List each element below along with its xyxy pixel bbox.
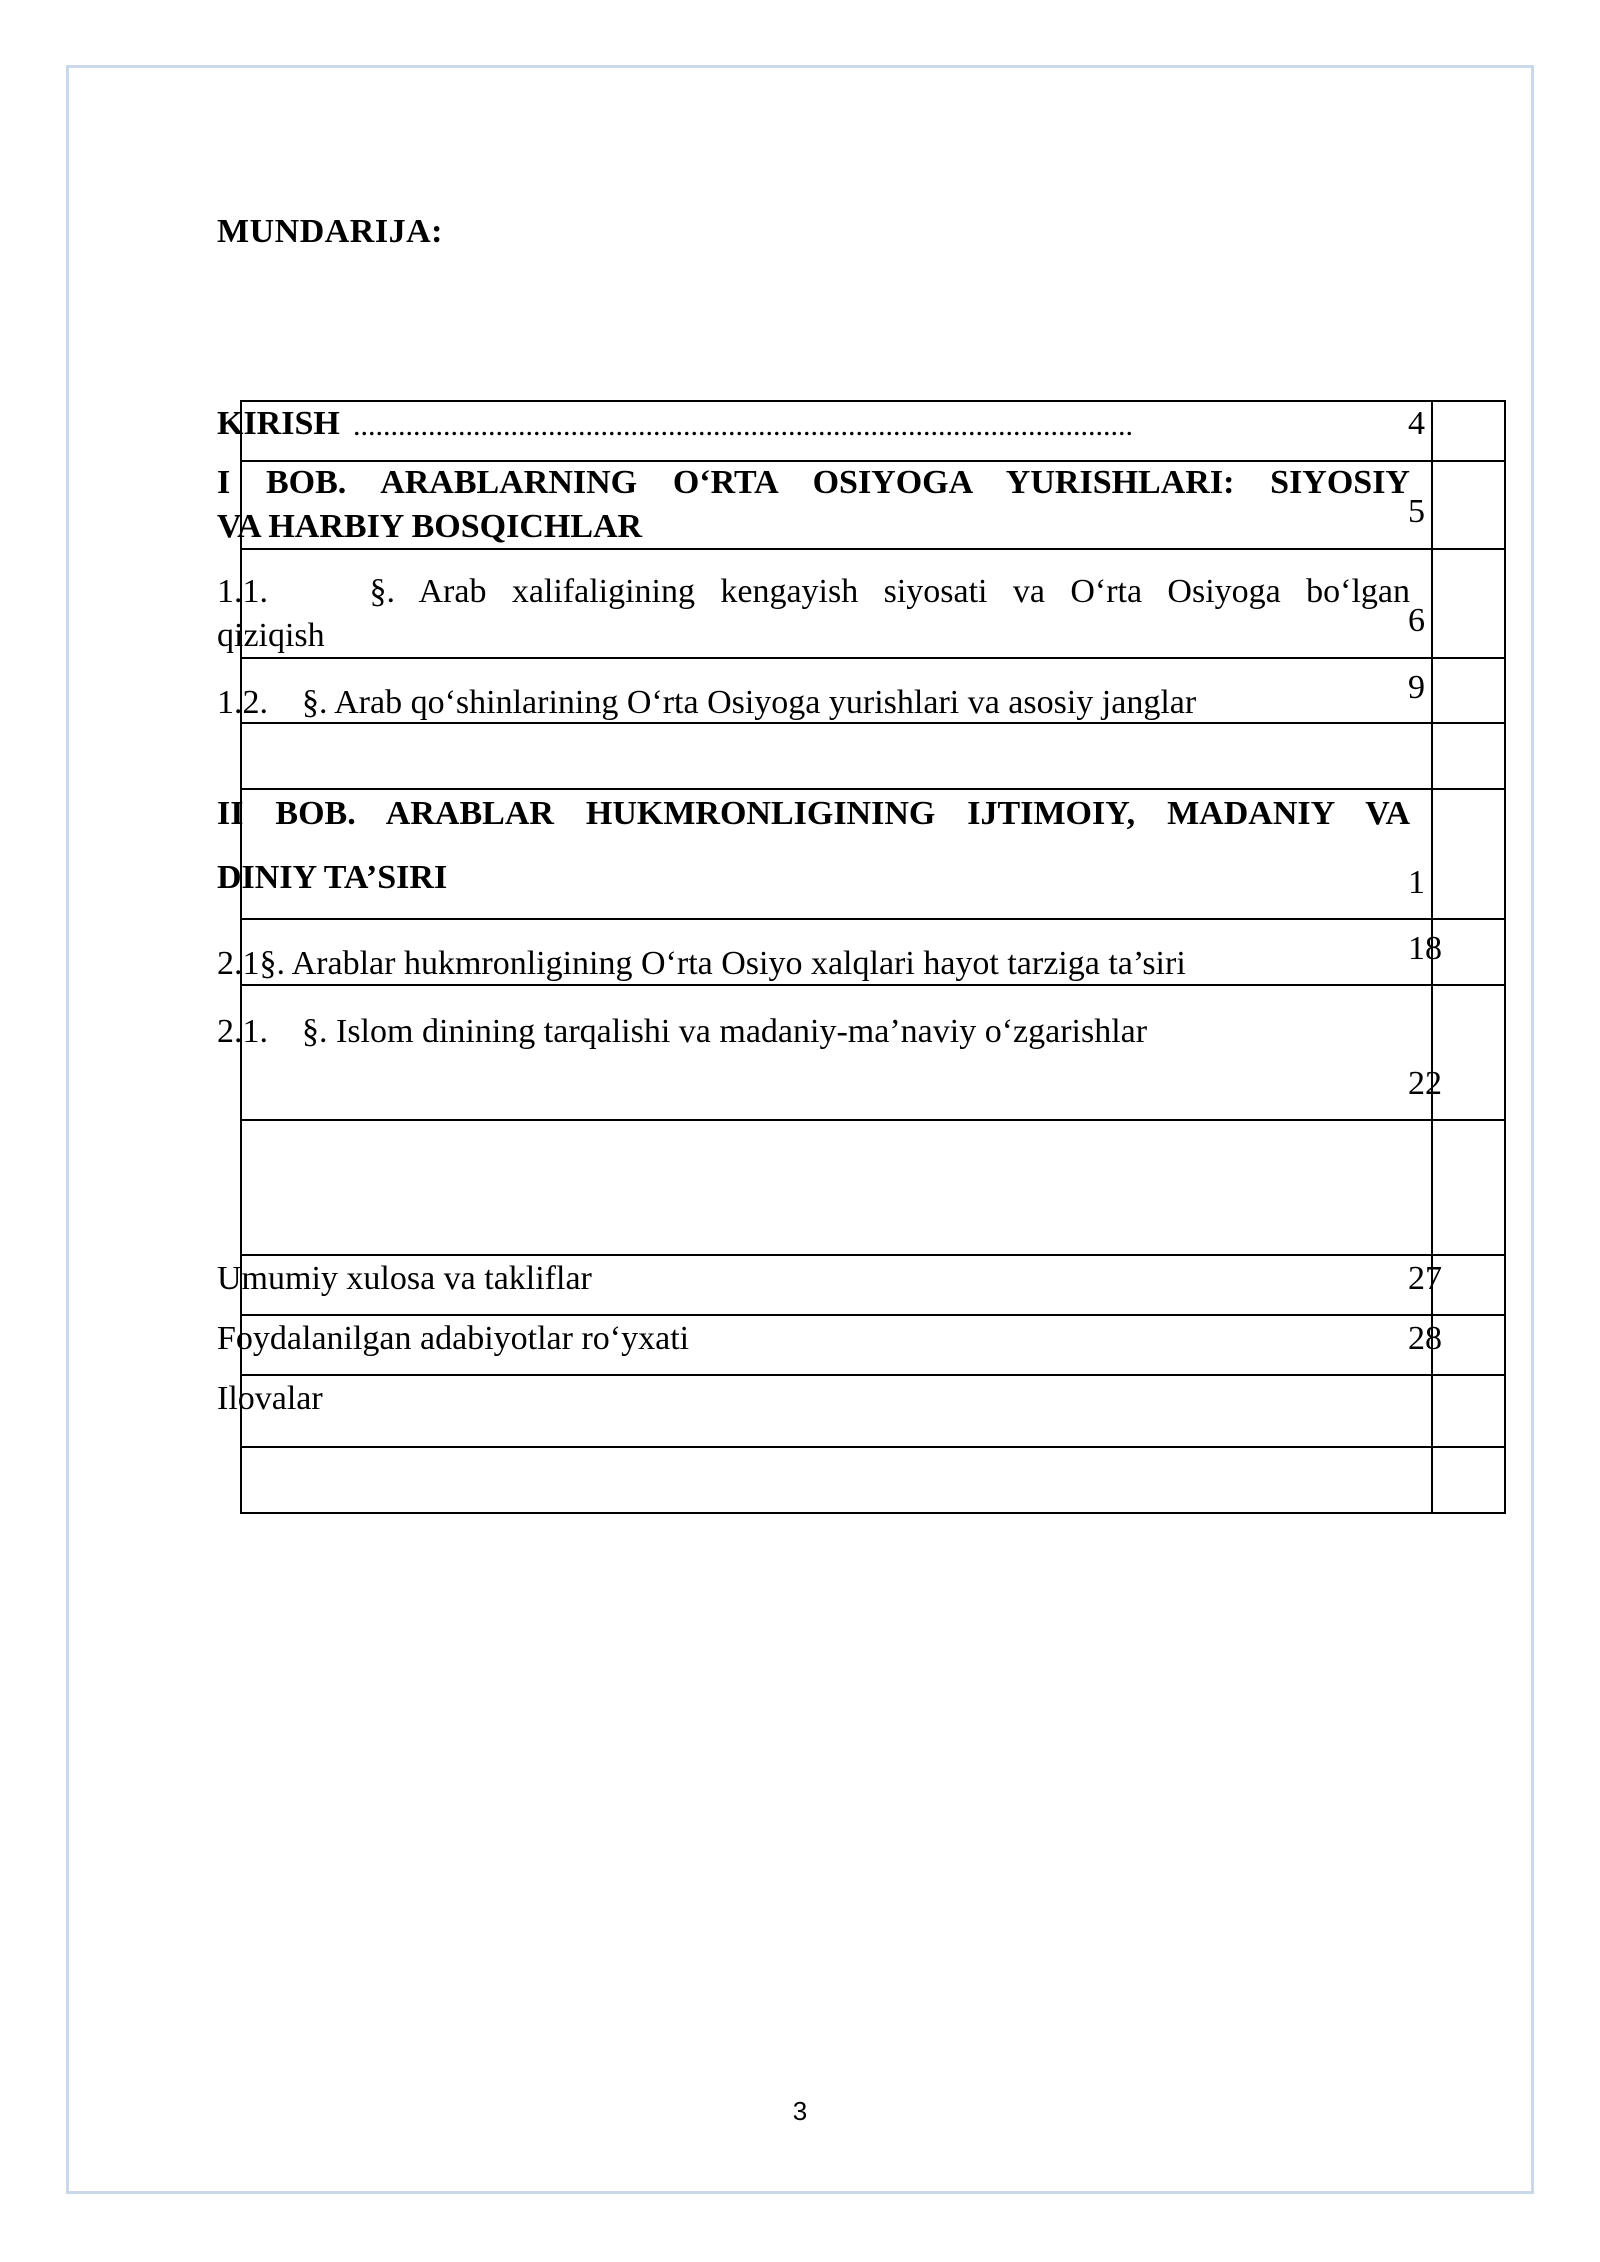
toc-heading: MUNDARIJA: bbox=[217, 213, 443, 250]
toc-page-kirish: 4 bbox=[1408, 405, 1425, 442]
toc-entry-section-1-2: 1.2. §. Arab qo‘shinlarining O‘rta Osiyoga yurishlari va asosiy janglar bbox=[217, 684, 1197, 721]
toc-entry-section-2-1: 2.1§. Arablar hukmronligining O‘rta Osiyo xalqlari hayot tarziga ta’siri bbox=[217, 945, 1186, 982]
toc-row-divider bbox=[240, 1374, 1506, 1376]
toc-entry-appendices: Ilovalar bbox=[217, 1380, 323, 1417]
page-number: 3 bbox=[792, 2096, 808, 2126]
toc-row-divider bbox=[240, 788, 1506, 790]
toc-entry-kirish: KIRISH bbox=[217, 405, 340, 442]
toc-page-section-2-2: 22 bbox=[1408, 1065, 1442, 1102]
toc-entry-section-2-2: 2.1. §. Islom dinining tarqalishi va madaniy-ma’naviy o‘zgarishlar bbox=[217, 1013, 1148, 1050]
toc-row-divider bbox=[240, 1119, 1506, 1121]
toc-page-section-1-2: 9 bbox=[1408, 669, 1425, 706]
toc-entry-references: Foydalanilgan adabiyotlar ro‘yxati bbox=[217, 1320, 690, 1357]
toc-entry-chapter-2-line2: DINIY TA’SIRI bbox=[217, 859, 448, 896]
toc-entry-section-1-1: 1.1. §. Arab xalifaligining kengayish siyosati va O‘rta Osiyoga bo‘lgan bbox=[217, 573, 1410, 610]
toc-row-divider bbox=[240, 1446, 1506, 1448]
toc-page-chapter-2: 1 bbox=[1408, 864, 1425, 901]
toc-page-section-1-1: 6 bbox=[1408, 602, 1425, 639]
toc-entry-chapter-1: I BOB. ARABLARNING O‘RTA OSIYOGA YURISHLARI: SIYOSIY bbox=[217, 464, 1410, 501]
toc-entry-section-1-1-line2: qiziqish bbox=[217, 617, 325, 654]
toc-row-divider bbox=[240, 657, 1506, 659]
toc-row-divider bbox=[240, 918, 1506, 920]
toc-entry-chapter-1-line2: VA HARBIY BOSQICHLAR bbox=[217, 508, 643, 545]
toc-page-section-2-1: 18 bbox=[1408, 930, 1442, 967]
toc-page-chapter-1: 5 bbox=[1408, 493, 1425, 530]
toc-entry-conclusion: Umumiy xulosa va takliflar bbox=[217, 1260, 592, 1297]
toc-row-divider bbox=[240, 1254, 1506, 1256]
toc-row-divider bbox=[240, 1314, 1506, 1316]
toc-page-references: 28 bbox=[1408, 1320, 1442, 1357]
toc-page-conclusion: 27 bbox=[1408, 1260, 1442, 1297]
toc-entry-chapter-2: II BOB. ARABLAR HUKMRONLIGINING IJTIMOIY, MADANIY VA bbox=[217, 795, 1410, 832]
toc-leader-dots: ........................................................................................................ bbox=[353, 409, 1133, 442]
